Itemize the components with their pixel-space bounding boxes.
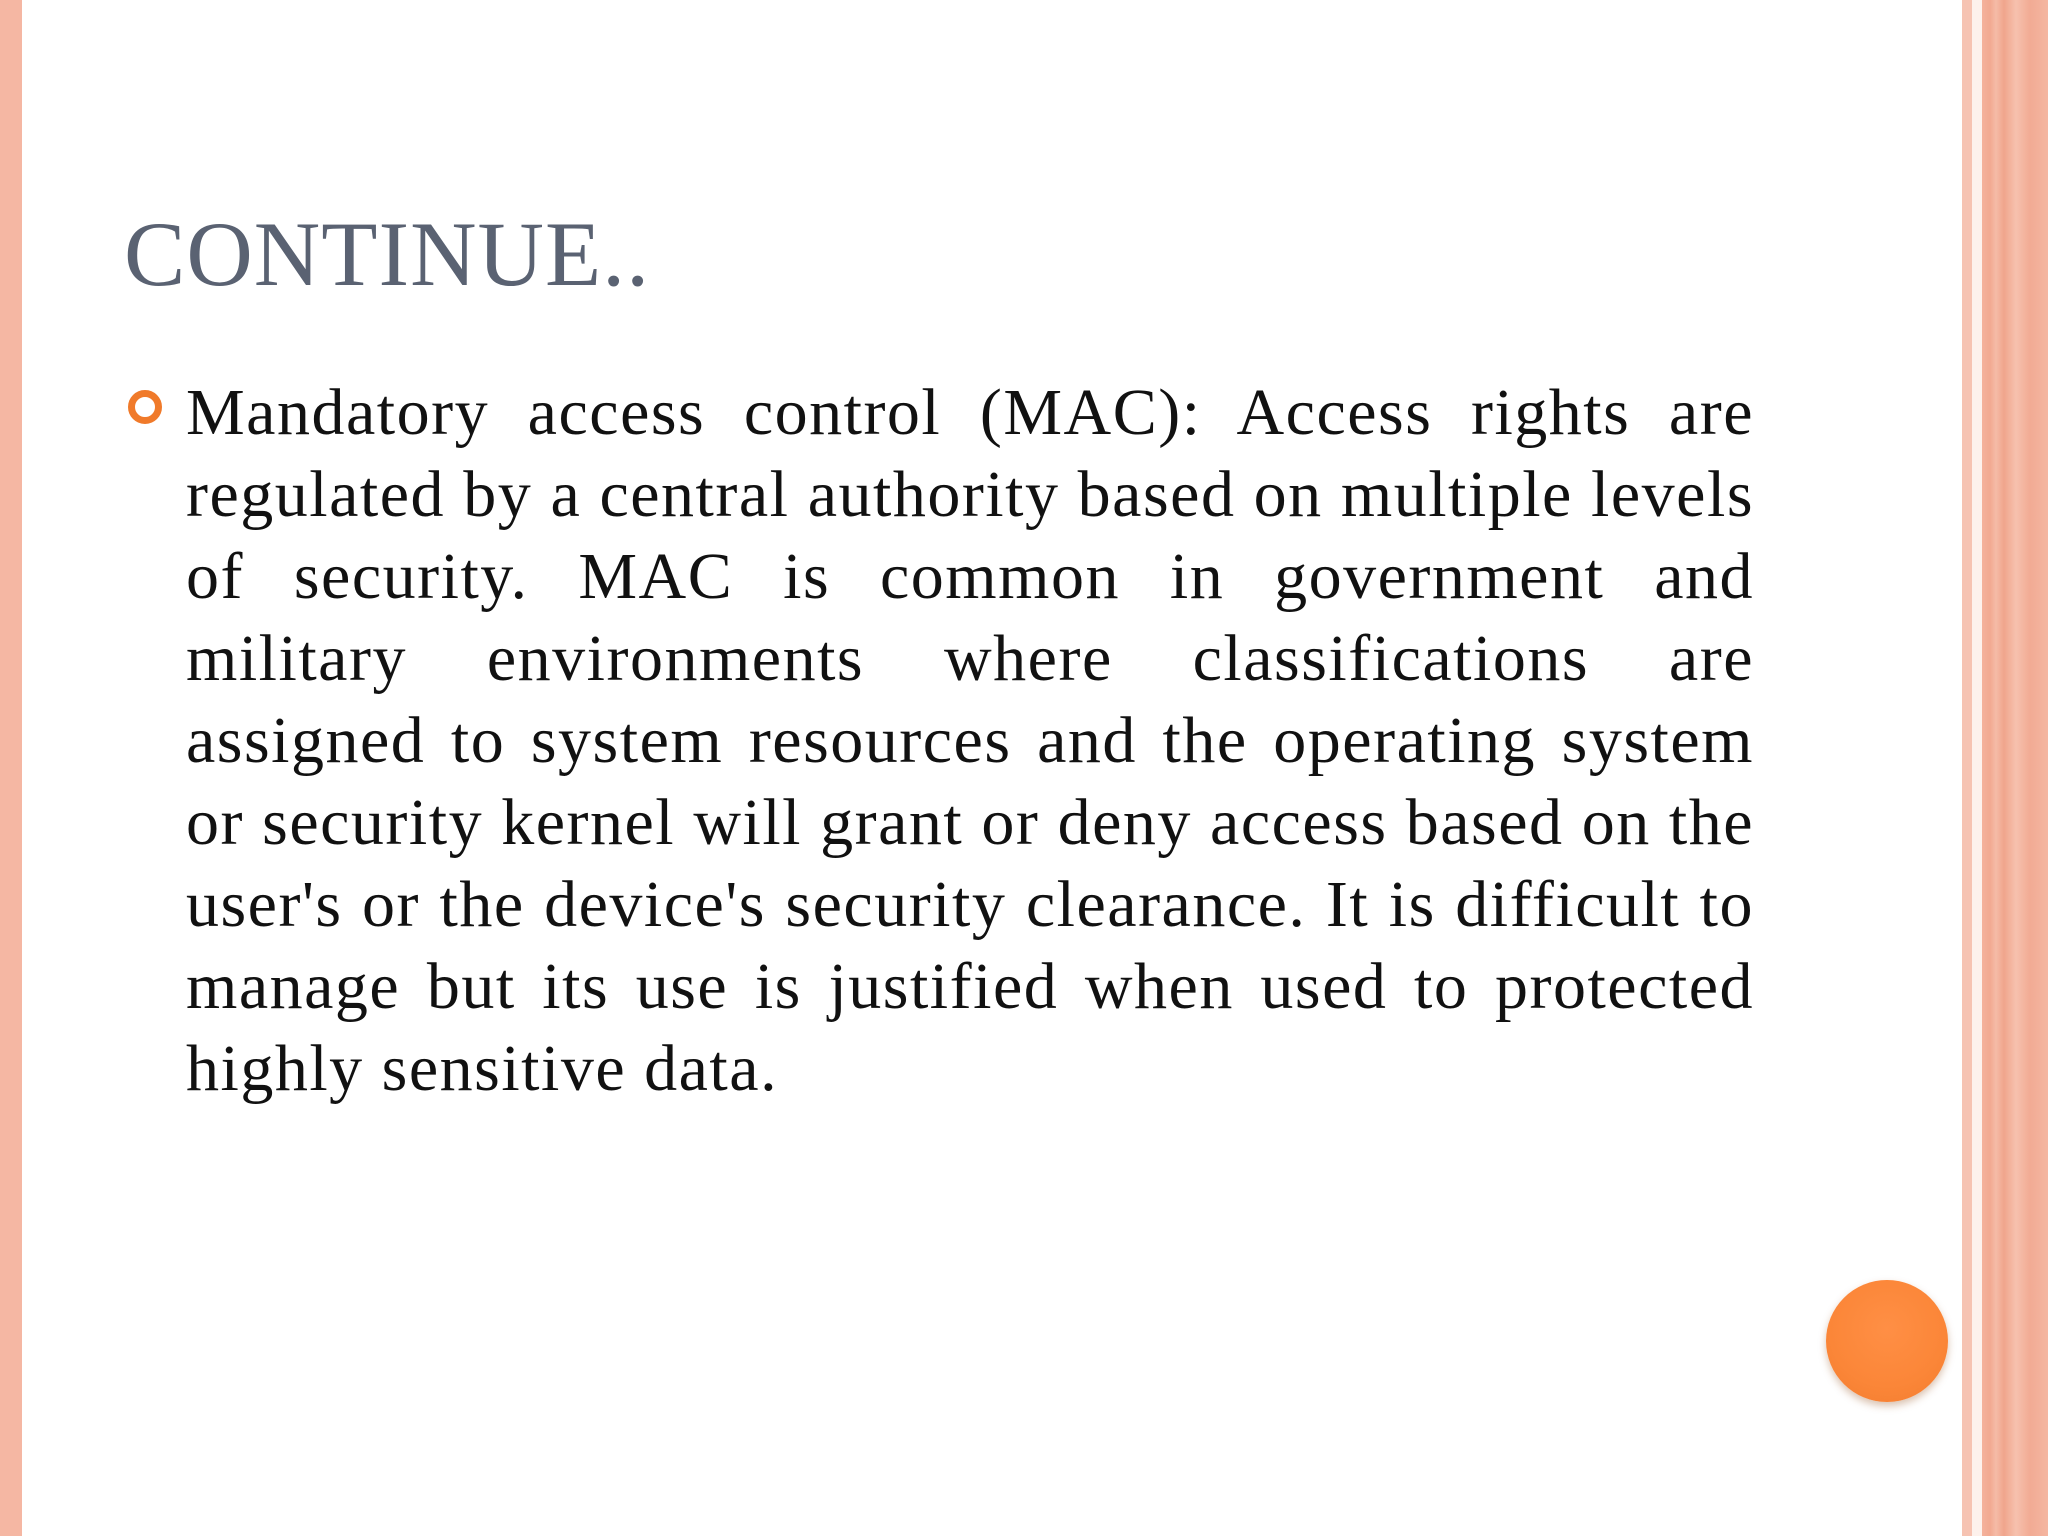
list-item [124, 372, 1754, 1110]
left-accent-stripe [0, 0, 22, 1536]
right-accent-band-gap [1972, 0, 1982, 1536]
right-accent-band-inner [1962, 0, 1972, 1536]
bullet-list [124, 372, 1754, 1110]
bullet-text: Mandatory access control (MAC): Access rights are regulated by a central authority based on multiple levels of security. MAC is common in government and military environments where classifications are assigned to system resources and the operating system or security kernel will grant or deny access based on the user's or the device's security clearance. It is difficult to manage but its use is justified when used to protected highly sensitive data. [186, 376, 1754, 1105]
orange-circle-nav-icon[interactable] [1826, 1280, 1948, 1402]
hollow-circle-bullet-icon [128, 390, 162, 424]
slide-title: CONTINUE.. [124, 203, 651, 305]
right-accent-band-outer [1982, 0, 2048, 1536]
